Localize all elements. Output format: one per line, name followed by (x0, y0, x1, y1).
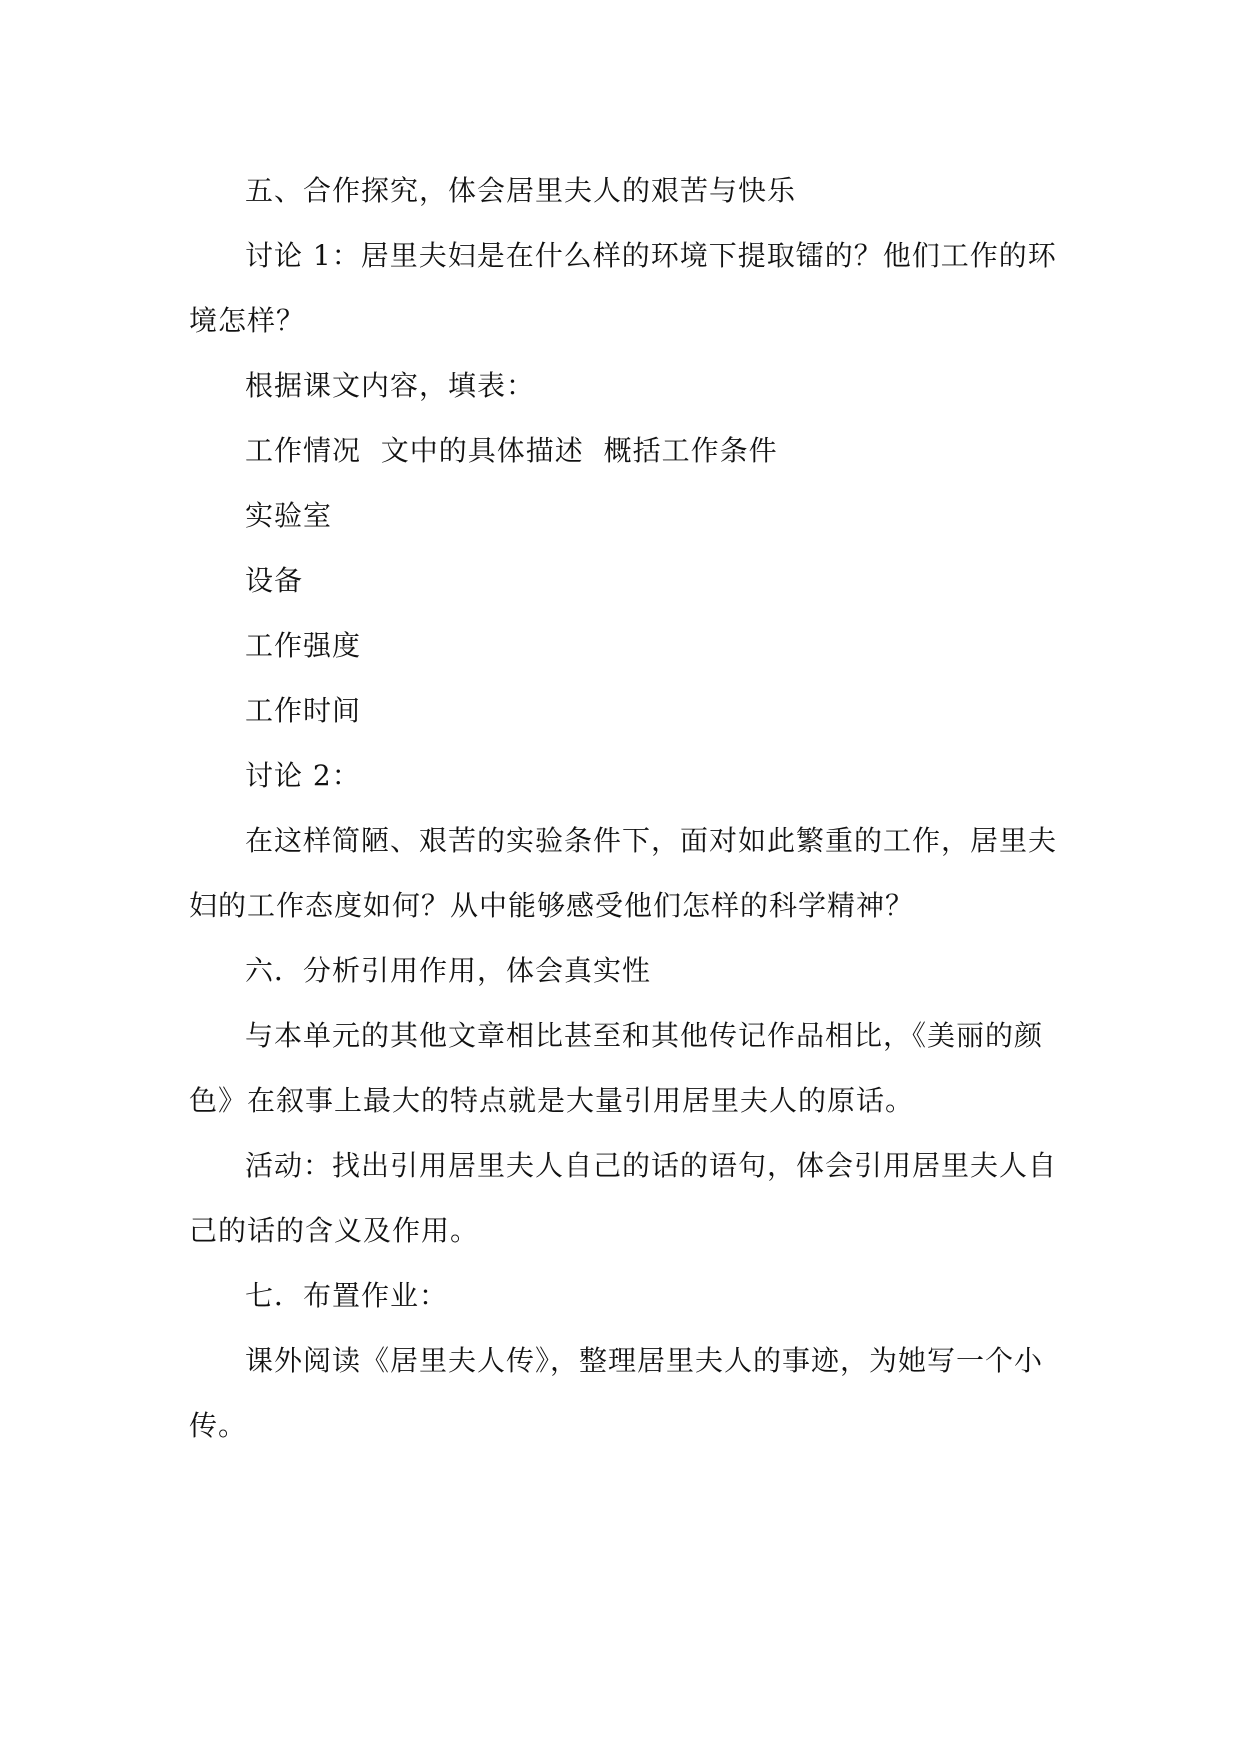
section-heading-five: 五、合作探究，体会居里夫人的艰苦与快乐 (245, 174, 797, 207)
table-row-work-time: 工作时间 (245, 694, 362, 727)
quotation-feature-text: 与本单元的其他文章相比甚至和其他传记作品相比，《美丽的颜色》在叙事上最大的特点就是大量引用居里夫人的原话。 (189, 1019, 1044, 1117)
table-row-work-intensity: 工作强度 (245, 629, 362, 662)
table-row-equipment: 设备 (245, 564, 304, 597)
section-heading-six: 六．分析引用作用，体会真实性 (245, 954, 652, 987)
table-header-row: 工作情况 文中的具体描述 概括工作条件 (245, 434, 778, 467)
fill-table-instruction: 根据课文内容，填表： (245, 369, 536, 402)
discussion-one: 讨论 1：居里夫妇是在什么样的环境下提取镭的？他们工作的环境怎样？ (189, 239, 1057, 337)
section-heading-seven: 七．布置作业： (245, 1279, 449, 1312)
homework-text: 课外阅读《居里夫人传》，整理居里夫人的事迹，为她写一个小传。 (189, 1344, 1044, 1442)
document-body (189, 158, 1059, 1458)
table-row-laboratory: 实验室 (245, 499, 333, 532)
discussion-two-label: 讨论 2： (245, 759, 361, 792)
activity-text: 活动：找出引用居里夫人自己的话的语句，体会引用居里夫人自己的话的含义及作用。 (189, 1149, 1058, 1247)
discussion-two-question: 在这样简陋、艰苦的实验条件下，面对如此繁重的工作，居里夫妇的工作态度如何？从中能够感受他们怎样的科学精神？ (189, 824, 1058, 922)
